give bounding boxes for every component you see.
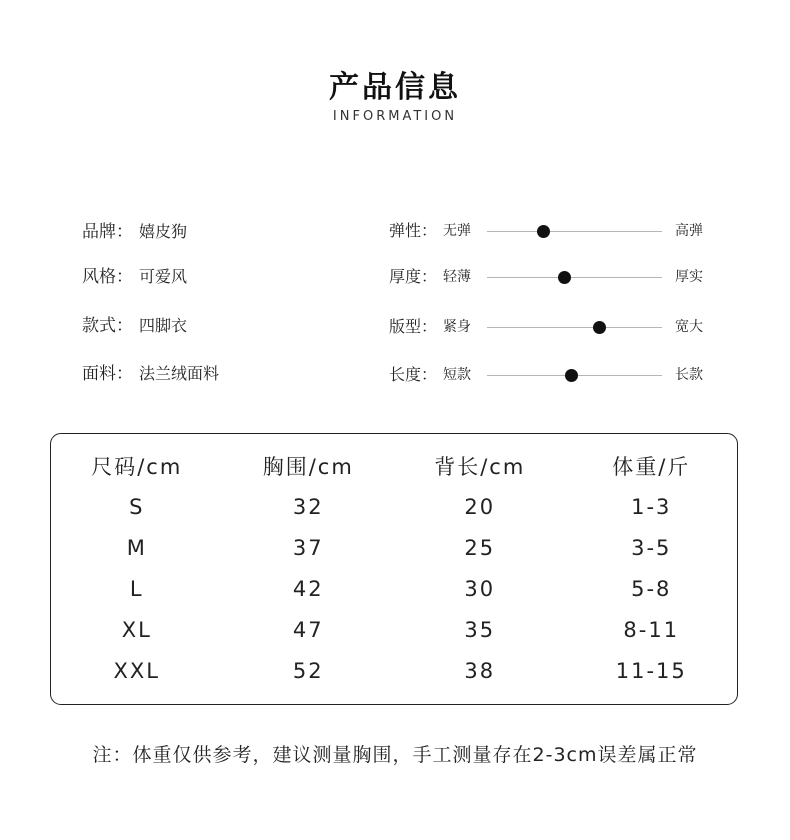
- table-cell: XXL: [113, 658, 160, 683]
- table-cell: M: [126, 535, 147, 560]
- table-cell: 1-3: [631, 494, 672, 519]
- table-header-row: [51, 446, 737, 486]
- scale-indicator-dot: [593, 321, 606, 334]
- spec-row-fabric: [82, 359, 219, 389]
- column-header: 胸围/cm: [262, 455, 354, 479]
- scale-indicator-dot: [558, 271, 571, 284]
- table-row: [51, 486, 737, 527]
- table-cell: 5-8: [631, 576, 672, 601]
- scale-track: [487, 375, 662, 376]
- scale-label: 弹性：: [389, 221, 438, 240]
- scale-track: [487, 277, 662, 278]
- scale-indicator-dot: [565, 369, 578, 382]
- table-cell: 11-15: [615, 658, 687, 683]
- scale-low-label: 紧身: [443, 319, 471, 335]
- table-cell: 8-11: [623, 617, 680, 642]
- spec-row-design: [82, 311, 187, 341]
- table-cell: 37: [292, 535, 324, 560]
- page-title: 产品信息: [329, 70, 461, 105]
- column-header: 尺码/cm: [91, 455, 183, 479]
- spec-value: 四脚衣: [139, 316, 188, 335]
- page-subtitle: INFORMATION: [332, 109, 458, 124]
- table-row: [51, 527, 737, 568]
- table-cell: 25: [464, 535, 496, 560]
- scale-label: 厚度：: [389, 267, 438, 286]
- table-cell: XL: [121, 617, 152, 642]
- table-cell: 30: [464, 576, 496, 601]
- table-cell: 3-5: [631, 535, 672, 560]
- scale-label: 长度：: [389, 365, 438, 384]
- table-cell: 20: [464, 494, 496, 519]
- scale-low-label: 轻薄: [443, 269, 471, 285]
- scale-low-label: 短款: [443, 367, 471, 383]
- scale-high-label: 宽大: [675, 319, 703, 335]
- table-cell: 38: [464, 658, 496, 683]
- scale-high-label: 高弹: [675, 223, 703, 239]
- spec-row-style: [82, 262, 187, 292]
- scale-indicator-dot: [537, 225, 550, 238]
- spec-label: 风格：: [82, 267, 133, 287]
- scale-low-label: 无弹: [443, 223, 471, 239]
- table-cell: 32: [292, 494, 324, 519]
- table-cell: 35: [464, 617, 496, 642]
- size-chart-box: [50, 433, 738, 705]
- table-cell: L: [129, 576, 144, 601]
- spec-value: 可爱风: [139, 267, 188, 286]
- measurement-note: 注：体重仅供参考，建议测量胸围，手工测量存在2-3cm误差属正常: [92, 744, 698, 766]
- spec-label: 款式：: [82, 316, 133, 336]
- spec-label: 面料：: [82, 364, 133, 384]
- scale-track: [487, 231, 662, 232]
- spec-value: 嬉皮狗: [139, 222, 188, 241]
- spec-row-brand: [82, 217, 187, 247]
- scale-label: 版型：: [389, 317, 438, 336]
- spec-value: 法兰绒面料: [139, 364, 220, 383]
- scale-row-elasticity: [389, 216, 719, 246]
- spec-label: 品牌：: [82, 222, 133, 242]
- scale-high-label: 厚实: [675, 269, 703, 285]
- scale-high-label: 长款: [675, 367, 703, 383]
- scale-row-length: [389, 360, 719, 390]
- column-header: 体重/斤: [612, 455, 691, 479]
- table-row: [51, 609, 737, 650]
- table-row: [51, 650, 737, 691]
- table-cell: S: [129, 494, 145, 519]
- table-cell: 47: [292, 617, 324, 642]
- table-cell: 52: [292, 658, 324, 683]
- scale-row-fit: [389, 312, 719, 342]
- size-table: [51, 446, 737, 691]
- table-cell: 42: [292, 576, 324, 601]
- scale-track: [487, 327, 662, 328]
- column-header: 背长/cm: [434, 455, 526, 479]
- scale-row-thickness: [389, 262, 719, 292]
- table-row: [51, 568, 737, 609]
